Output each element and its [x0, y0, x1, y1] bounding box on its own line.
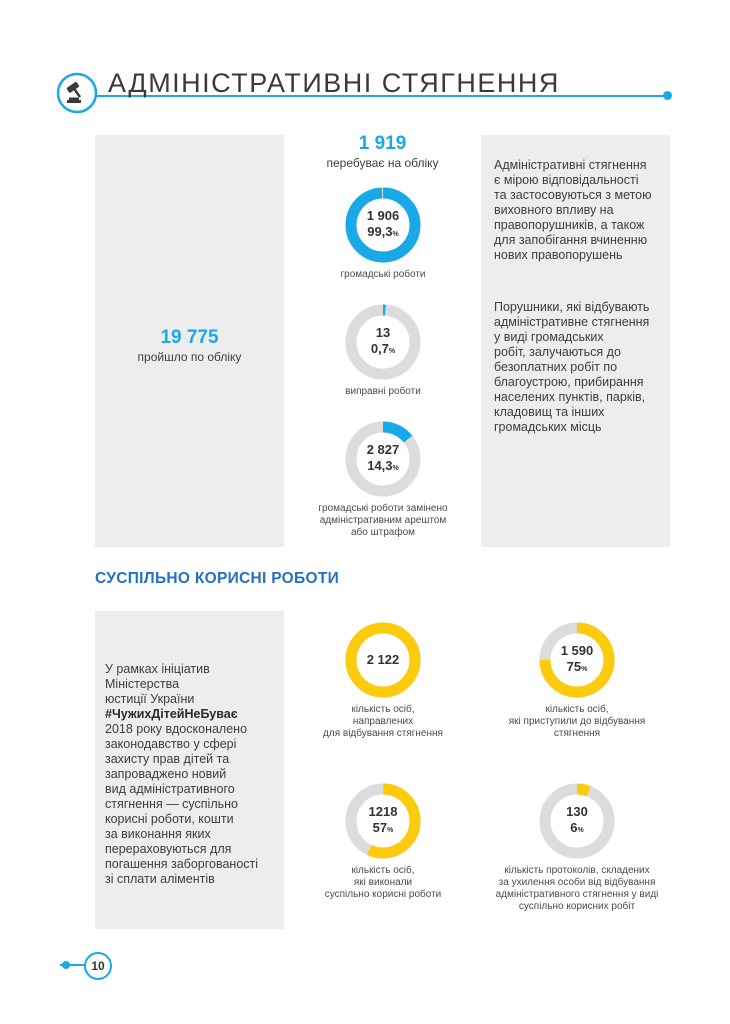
- donut-value: 13: [375, 324, 391, 340]
- page-header: [56, 68, 676, 124]
- hashtag: #ЧужихДітейНеБуває: [105, 707, 238, 721]
- donut-chart: [345, 421, 421, 497]
- donut-caption: кількість осіб, направлених для відбування стягнення: [323, 704, 443, 739]
- donut-caption: кількість осіб, які виконали суспільно корисні роботи: [324, 865, 442, 900]
- donut-caption: громадські роботи замінено адміністративним арештом або штрафом: [318, 503, 448, 538]
- donut-stat: [467, 622, 687, 740]
- donut-value: 2 827: [366, 441, 400, 457]
- passed-value: 19 775: [160, 327, 219, 348]
- passed-panel: [95, 135, 284, 547]
- donut-caption: громадські роботи: [340, 269, 426, 280]
- donut-stat: [273, 304, 493, 398]
- donut-percent: 0,7%: [370, 340, 396, 356]
- donut-stat: [467, 783, 687, 913]
- donut-percent: 57%: [372, 819, 394, 835]
- gavel-icon: [56, 72, 98, 114]
- passed-stat: [95, 327, 284, 364]
- donut-percent: 14,3%: [367, 457, 399, 473]
- initiative-text: У рамках ініціатив Міністерства юстиції України #ЧужихДітейНеБуває 2018 року вдосконалено законодавство у сфері захисту прав дітей та запроваджено новий вид адміністративного стягнення — суспільно корисні роботи, кошти за виконання яких перераховуються для погашення заборгованості зі сплати аліментів: [105, 662, 283, 887]
- footer-dot: [62, 961, 70, 969]
- donut-stat: [273, 783, 493, 901]
- donut-value: 2 122: [366, 652, 400, 667]
- donut-stat: [273, 421, 493, 539]
- registered-value: 1 919: [358, 133, 407, 154]
- info-paragraph-1: Адміністративні стягнення є мірою відповідальності та застосовуються з метою виховного впливу на правопорушників, а також для запобігання вчиненню нових правопорушень: [494, 158, 652, 262]
- donut-percent: 75%: [566, 658, 588, 674]
- registered-stat: [290, 133, 475, 170]
- page-title: АДМІНІСТРАТИВНІ СТЯГНЕННЯ: [108, 68, 560, 98]
- donut-value: 1218: [368, 803, 398, 819]
- donut-value: 130: [566, 803, 588, 819]
- passed-caption: пройшло по обліку: [137, 350, 242, 364]
- page-number: 10: [84, 952, 112, 980]
- section-title: СУСПІЛЬНО КОРИСНІ РОБОТИ: [95, 570, 340, 587]
- donut-caption: кількість протоколів, складених за ухилення особи від відбування адміністративного стягнення у виді суспільно корисних робіт: [495, 865, 659, 912]
- donut-chart: [345, 187, 421, 263]
- donut-chart: [539, 783, 615, 859]
- registered-caption: перебуває на обліку: [326, 156, 439, 170]
- donut-caption: кількість осіб, які приступили до відбування стягнення: [508, 704, 646, 739]
- donut-chart: [345, 304, 421, 380]
- donut-value: 1 590: [560, 642, 594, 658]
- donut-caption: виправні роботи: [345, 386, 421, 397]
- donut-percent: 6%: [570, 819, 584, 835]
- donut-stat: [273, 622, 493, 740]
- donut-value: 1 906: [366, 207, 400, 223]
- header-rule-end-dot: [663, 91, 672, 100]
- donut-chart: [539, 622, 615, 698]
- info-paragraph-2: Порушники, які відбувають адміністративне стягнення у виді громадських робіт, залучаються до безоплатних робіт по благоустрою, прибирання населених пунктів, парків, кладовищ та інших громадських місць: [494, 300, 650, 434]
- donut-chart: [345, 783, 421, 859]
- donut-stat: [273, 187, 493, 281]
- donut-chart: [345, 622, 421, 698]
- donut-percent: 99,3%: [367, 223, 399, 239]
